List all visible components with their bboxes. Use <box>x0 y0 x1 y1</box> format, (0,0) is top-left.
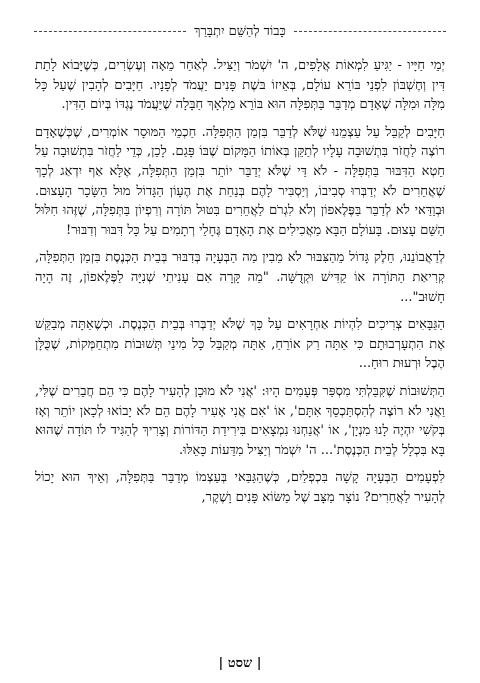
page-body <box>35 56 445 643</box>
paragraph: יְמֵי חַיָּיו - יַגִּיעַ לִמְאוֹת אֲלָפִים, ה' יִשְׁמֹר וְיַצִּיל. לְאַחַר מֵאָה וְעֶשְׂרִים, כְּשֶׁיָּבוֹא לָתֵת דִּין וְחֶשְׁבּוֹן לִפְנֵי בּוֹרֵא עוֹלָם, בְּאֵיזוֹ בּשֶׁת פָּנִים יַעֲמֹד לְפָנָיו. חַיָּבִים לְהָבִין שֶׁעַל כָּל מִלָּה וּמִלָּה שֶׁאָדָם מְדַבֵּר בַּתְּפִלָּה הוּא בּוֹרֵא מַלְאָךְ חַבָּלָה שֶׁיַּעֲמֹד נֶגְדּוֹ בְּיוֹם הַדִּין. <box>35 58 445 113</box>
paragraph: הַגַּבָּאִים צְרִיכִים לִהְיוֹת אַחְרָאִים עַל כָּךְ שֶׁלֹּא יְדַבְּרוּ בְּבֵית הַכְּנֶסֶת. וּכְשֶׁאַתָּה מְבַקֵּשׁ אֶת הִתְעָרְבוּתָם כִּי אַתָּה רַק אוֹרֵחַ, אַתָּה מְקַבֵּל כָּל מִינֵי תְּשׁוּבוֹת מִתְחַמְּקוֹת, שֶׁכֻּלָּן הֶבֶל וּרְעוּת רוּחַ... <box>35 317 445 372</box>
page-number: | שסט | <box>218 656 262 671</box>
header-rule-left <box>34 31 186 32</box>
header-rule-right <box>294 31 446 32</box>
running-header <box>34 20 446 42</box>
header-title: כָּבוֹד לְהַשֵּׁם יִתְבָּרַךְ <box>194 24 286 39</box>
paragraph: חַיָּבִים לְקַבֵּל עַל עַצְמֵנוּ שֶׁלֹּא לְדַבֵּר בִּזְמַן הַתְּפִלָּה. חַכְמֵי הַמּוּסָר אוֹמְרִים, שֶׁכְּשֶׁאָדָם רוֹצֶה לַחֲזֹר בִּתְשׁוּבָה עָלָיו לְתַקֵּן בְּאוֹתוֹ הַמָּקוֹם שֶׁבּוֹ פָּגַם. לָכֵן, כְּדֵי לַחֲזֹר בִּתְשׁוּבָה עַל חֵטְא הַדִּבּוּר בַּתְּפִלָּה - לֹא דַּי שֶׁלֹּא יְדַבֵּר יוֹתֵר בִּזְמַן הַתְּפִלָּה, אֶלָּא אַף יִדְאַג לְכָךְ שֶׁאֲחֵרִים לֹא יְדַבְּרוּ סְבִיבוֹ, וְיַסְבִּיר לָהֶם בְּנַחַת אֶת הֶעָוֹן הַגָּדוֹל מוּל הַשָּׂכָר הָעָצוּם. וּבְוַדַּאי לֹא לְדַבֵּר בַּפֶּלֶאפוֹן וְלֹא לִגְרֹם לַאֲחֵרִים בִּטּוּל תּוֹרָה וְרִפְיוֹן בַּתְּפִלָּה, שֶׁזֶּהוּ חִלּוּל הַשֵּׁם עָצוּם. בָּעוֹלָם הַבָּא מַאֲכִילִים אֶת הָאָדָם גֶּחָלֵי רְתָמִים עַל כָּל דִּבּוּר וְדִבּוּר! <box>35 124 445 238</box>
paragraph: הַתְּשׁוּבוֹת שֶׁקִּבַּלְתִּי מִסְפַּר פְּעָמִים הָיוּ: 'אֲנִי לֹא מוּכָן לְהָעִיר לָהֶם כִּי הֵם חֲבֵרִים שֶׁלִּי, וַאֲנִי לֹא רוֹצֶה לְהִסְתַּכְסֵךְ אִתָּם', אוֹ 'אִם אֲנִי אָעִיר לָהֶם הֵם לֹא יָבוֹאוּ לְכָאן יוֹתֵר וְאָז בְּקֹשִׁי יִהְיֶה לָנוּ מִנְיָן', אוֹ 'אֲנַחְנוּ נִמְצָאִים בִּירִידַת הַדּוֹרוֹת וְצָרִיךְ לְהַגִּיד לֹו תּוֹדָה שֶׁהוּא בָּא בִּכְלָל לְבֵית הַכְּנֶסֶת'... ה' יִשְׁמֹר וְיַצִּיל מִדֵּעוֹת כָּאֵלּוּ. <box>35 383 445 458</box>
paragraph: לִפְעָמִים הַבְּעָיָה קָשָׁה בִּכְפְלַיִם, כְּשֶׁהַגַּבַּאי בְּעַצְמוֹ מְדַבֵּר בַּתְּפִלָּה, וְאֵיךְ הוּא יָכוֹל לְהָעִיר לַאֲחֵרִים? נוֹצָר מַצָּב שֶׁל מַשּׂוֹא פָּנִים וָשֶׁקֶר, <box>35 470 445 505</box>
paragraph: לְדַאֲבוֹנֵנוּ, חֵלֶק גָּדוֹל מֵהַצִּבּוּר לֹא מֵבִין מַה הַבְּעָיָה בְּדִבּוּר בְּבֵית הַכְּנֶסֶת בִּזְמַן הַתְּפִלָּה, קְרִיאַת הַתּוֹרָה אוֹ קַדִּישׁ וּקְדֻשָּׁה. "מַה קָּרָה אִם עָנִיתִי שְׁנִיָּה לַפֶּלֶאפוֹן, זֶה הָיָה חָשׁוּב"... <box>35 250 445 305</box>
